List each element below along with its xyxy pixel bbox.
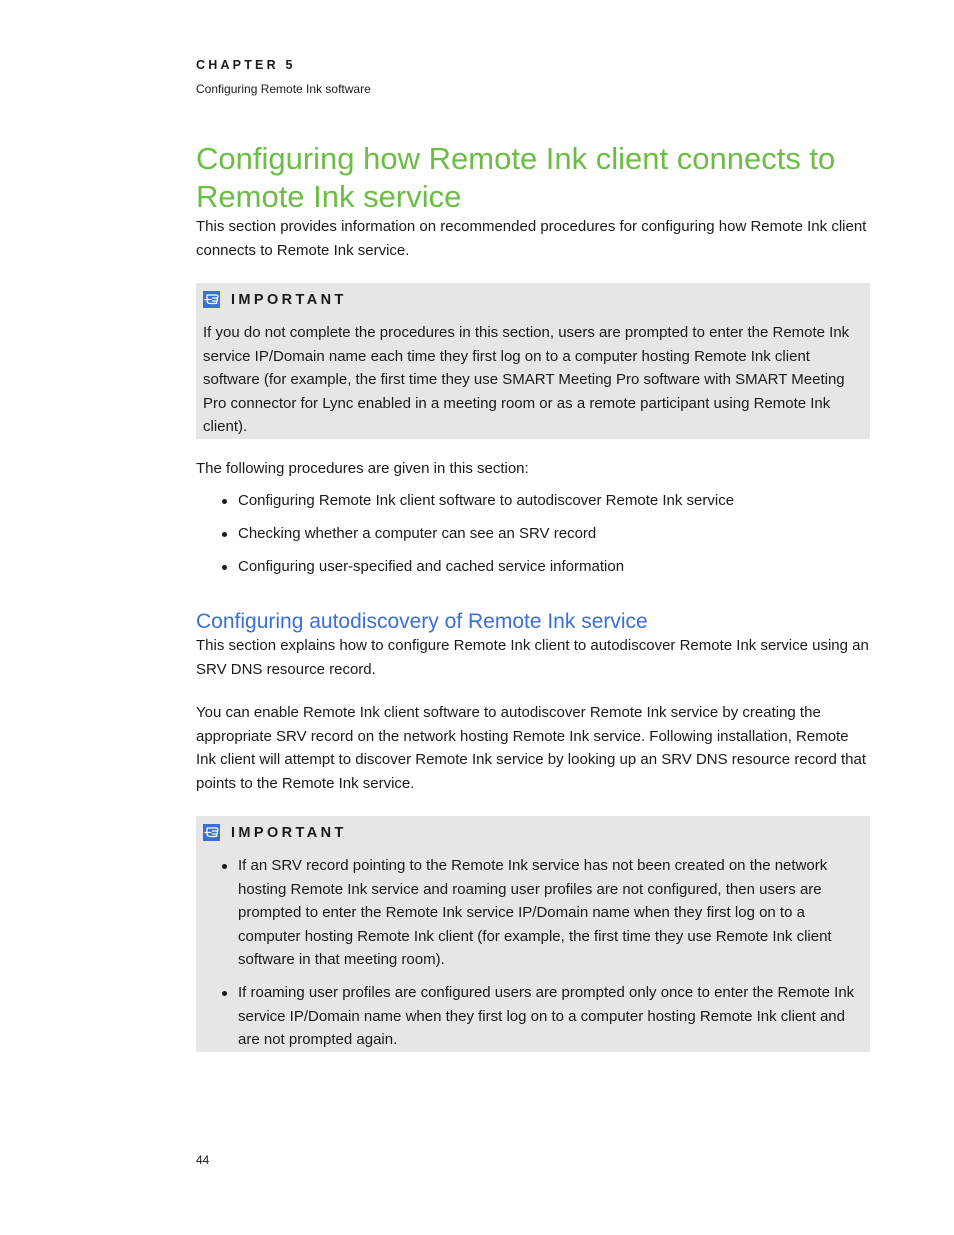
list-item: Configuring Remote Ink client software to autodiscover Remote Ink service — [196, 489, 870, 513]
important-header — [203, 291, 347, 308]
important-label: IMPORTANT — [231, 824, 347, 841]
important-text: If you do not complete the procedures in this section, users are prompted to enter the Remote Ink service IP/Domain name each time they first log on to a computer hosting Remote Ink client software (for example, the first time they use SMART Meeting Pro software with SMART Meeting Pro connector for Lync enabled in a meeting room or as a remote participant using Remote Ink client). — [203, 324, 850, 435]
list-item: If an SRV record pointing to the Remote Ink service has not been created on the network hosting Remote Ink service and roaming user profiles are not configured, then users are prompted to enter the Remote Ink service IP/Domain name when they first log on to a computer hosting Remote Ink client (for example, the first time they use Remote Ink client software in that meeting room). — [196, 854, 856, 972]
important-note-box — [196, 283, 870, 439]
pointing-hand-icon — [203, 291, 220, 308]
important-note-box-2 — [196, 816, 870, 1052]
section-paragraph-1: This section explains how to configure Remote Ink client to autodiscover Remote Ink service using an SRV DNS resource record. — [196, 637, 869, 678]
page-number: 44 — [196, 1153, 210, 1167]
page-title: Configuring how Remote Ink client connects to Remote Ink service — [196, 141, 836, 214]
list-item: Configuring user-specified and cached service information — [196, 555, 870, 579]
section-paragraph-2: You can enable Remote Ink client software to autodiscover Remote Ink service by creating the appropriate SRV record on the network hosting Remote Ink service. Following installation, Remote Ink client will attempt to discover Remote Ink service by looking up an SRV DNS resource record that points to the Remote Ink service. — [196, 704, 867, 792]
procedures-intro: The following procedures are given in this section: — [196, 460, 529, 477]
important-list — [196, 854, 856, 1061]
chapter-subtitle: Configuring Remote Ink software — [196, 82, 371, 96]
important-header — [203, 824, 347, 841]
important-label: IMPORTANT — [231, 291, 347, 308]
list-item: Checking whether a computer can see an SRV record — [196, 522, 870, 546]
chapter-label: CHAPTER 5 — [196, 58, 296, 72]
list-item: If roaming user profiles are configured users are prompted only once to enter the Remote Ink service IP/Domain name when they first log on to a computer hosting Remote Ink client and are not prompted again. — [196, 981, 856, 1052]
procedures-list — [196, 489, 870, 588]
section-title: Configuring autodiscovery of Remote Ink service — [196, 610, 648, 633]
pointing-hand-icon — [203, 824, 220, 841]
intro-paragraph: This section provides information on recommended procedures for configuring how Remote Ink client connects to Remote Ink service. — [196, 218, 867, 259]
